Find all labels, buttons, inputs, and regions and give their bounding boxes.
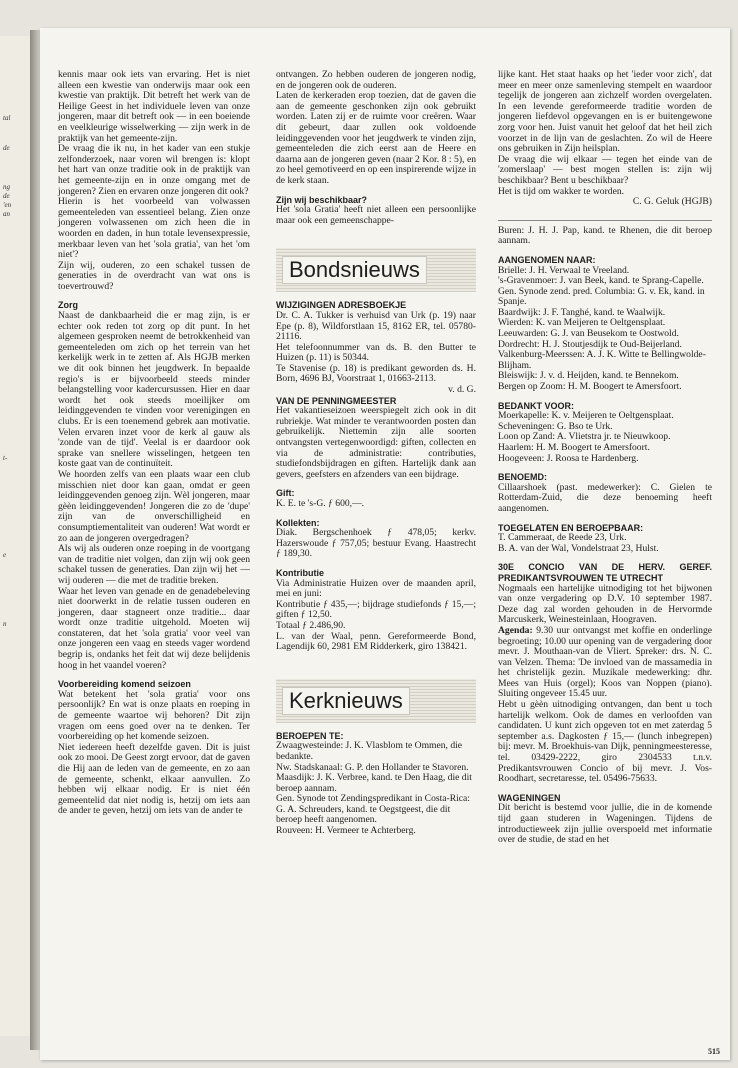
paragraph: [498, 626, 712, 700]
paragraph: Het vakantieseizoen weerspiegelt zich ook in dit rubriekje. Wat minder te verantwoorden posten dan gebruikelijk. Niettemin zijn alle soorten ontvangsten vertegenwoordigd: giften, collecten en via de administratie: contributies, studiefondsbijdragen en giften. Hartelijk dank aan gevers, geefsters en afzenders van een bijdrage.: [276, 405, 476, 480]
paragraph: Het is tijd om wakker te worden.: [498, 185, 625, 197]
paragraph: Hebt u gèèn uitnodiging ontvangen, dan bent u toch hartelijk welkom. Ook de dames en verloofden van candidaten. U kunt zich opgeven tot en met zaterdag 5 september a.s. Dagkosten ƒ 15,— (lunch inbegrepen) bij: mevr. M. Broekhuis-van Dijk, penningmeesteresse, tel. 03429-2222, giro 2304533 t.n.v. Predikantsvrouwen Concio of bij mevr. J. Vos-Roodhart, secretaresse, tel. 05496-75633.: [498, 699, 712, 785]
bondsnieuws-title: Bondsnieuws: [282, 256, 427, 284]
paragraph: We hoorden zelfs van een plaats waar een club misschien niet door kan gaan, omdat er geen leidinggevenden genoeg zijn. Wèl jongeren, maar gèèn leidinggevenden! Jongeren die zo de 'dupe' zijn van de onverschilligheid en consumptiementaliteit van ouderen! Wat wordt er zo aan de jongeren overgedragen?: [58, 468, 250, 544]
paragraph: Wat betekent het 'sola gratia' voor ons persoonlijk? En wat is onze plaats en roeping in de gemeente waartoe wij behoren? Dit zijn vragen om eens goed over na te denken. Ter voorbereiding op het komende seizoen.: [58, 688, 250, 743]
paragraph: ontvangen. Zo hebben ouderen de jongeren nodig, en de jongeren ook de ouderen.: [276, 69, 476, 91]
paragraph: Nogmaals een hartelijke uitnodiging tot het bijwonen van onze vergadering op D.V. 10 september 1987. Deze dag zal worden gehouden in de Hervormde Marcuskerk, Weinesteinlaan, Hoograven.: [498, 582, 712, 626]
prev-page-fragment: tal: [3, 114, 11, 122]
section-heading: Kontributie: [276, 567, 324, 578]
paragraph: Cillaarshoek (past. medewerker): C. Gielen te Rotterdam-Zuid, die deze benoeming heeft aangenomen.: [498, 481, 712, 514]
prev-page-fragment: de: [3, 144, 10, 152]
paragraph: Zwaagwesteinde: J. K. Vlasblom te Ommen, die bedankte. Nw. Stadskanaal: G. P. den Hollander te Stavoren. Maasdijk: J. K. Verbree, kand. te Den Haag, die dit beroep aannam. Gen. Synode tot Zendingspredikant in Costa-Rica: G. A. Schreuders, kand. te Oegstgeest, die dit beroep heeft aangenomen. Rouveen: H. Vermeer te Achterberg.: [276, 740, 472, 837]
magazine-page: [40, 28, 730, 1060]
prev-page-fragment: t-: [3, 454, 8, 462]
paragraph: Hierin is het voorbeeld van volwassen gemeenteleden van essentieel belang. Zien onze jongeren volwassenen om zich heen die in woorden en daden, in hun totale levensexpressie, merkbaar leven van het 'sola gratia', van het 'om niet'?: [58, 196, 250, 261]
section-heading-zorg: Zorg: [58, 300, 78, 311]
paragraph: Waar het leven van genade en de genadebeleving niet doorwerkt in de relatie tussen ouderen en jongeren, daar stagneert onze traditie... daar wordt onze traditie uitgehold. Moeten wij constateren, dat het 'sola gratia' voor veel van onze jongeren een vaag en steeds vager wordend begrip is, ondanks het feit dat wij deze belijdenis hoog in het vaandel voeren?: [58, 585, 250, 671]
paragraph: Het 'sola Gratia' heeft niet alleen een persoonlijke maar ook een gemeenschappe-: [276, 204, 476, 226]
paragraph: Diak. Bergschenhoek ƒ 478,05; kerkv. Hazerswoude ƒ 757,05; bestuur Evang. Haastrecht ƒ 189,30.: [276, 527, 476, 560]
paragraph: Het telefoonnummer van ds. B. den Butter te Huizen (p. 11) is 50344.: [276, 341, 476, 364]
paragraph: lijke kant. Het staat haaks op het 'ieder voor zich', dat meer en meer onze samenleving stempelt en waardoor tegelijk de jongeren aan zichzelf worden overgelaten. In een levende gereformeerde traditie worden de jongeren liefdevol opgevangen en is er buitengewone zorg voor hen. Juist vanuit het geloof dat het heil zich voorzet in de lijn van de geslachten. Zo wil de Heere ons gebruiken in Zijn heilsplan.: [498, 69, 712, 155]
column-left: [58, 70, 250, 817]
paragraph: Als wij als ouderen onze roeping in de voortgang van de traditie niet volgen, dan zijn wij ook geen schakel tussen de generaties. Dan zijn wij het — wij ouderen — die met de traditie breken.: [58, 543, 250, 586]
column-right: [498, 70, 712, 846]
paragraph: De vraag die ik nu, in het kader van een stukje zelfonderzoek, naar voren wil brengen is: klopt het hart van onze traditie ook in de praktijk van het gemeente-zijn en in onze omgang met de jongeren? Zien en ervaren onze jongeren dit ook?: [58, 143, 250, 197]
paragraph: Dit bericht is bestemd voor jullie, die in de komende tijd gaan studeren in Wageningen. Tijdens de introductieweek zijn jullie overspoeld met informatie over de studie, de stad en het: [498, 802, 712, 846]
author-signature: C. G. Geluk (HGJB): [632, 196, 712, 208]
section-heading: WIJZIGINGEN ADRESBOEKJE: [276, 300, 407, 311]
paragraph: Kontributie ƒ 435,—; bijdrage studiefonds ƒ 15,—; giften ƒ 12,50.: [276, 598, 476, 621]
section-heading: BEDANKT VOOR:: [498, 400, 574, 411]
agenda-text: 9.30 uur ontvangst met koffie en onderlinge begroeting; 10.00 uur opening van de vergadering door mevr. J. Mouthaan-van de Vliert. Spreker: drs. N. C. van Velzen. Thema: 'De invloed van de massamedia in het christelijk gezin. Muzikale medewerking: dhr. Mees van Huis (orgel); Koos van Noppen (piano). Sluiting ongeveer 15.45 uur.: [498, 624, 712, 700]
prev-page-fragment: 'en: [3, 201, 12, 209]
paragraph: Via Administratie Huizen over de maanden april, mei en juni:: [276, 577, 476, 600]
section-heading-beschikbaar: Zijn wij beschikbaar?: [276, 194, 368, 205]
kerknieuws-continued: [498, 220, 712, 846]
paragraph: Buren: J. H. J. Pap, kand. te Rhenen, die dit beroep aannam.: [498, 224, 712, 247]
paragraph: Moerkapelle: K. v. Meijeren te Oeltgensplaat. Scheveningen: G. Bso te Urk. Loon op Zand: A. Vlietstra jr. te Nieuwkoop. Haarlem: H. M. Boogert te Amersfoort. Hoogeveen: J. Roosa te Hardenberg.: [498, 410, 674, 464]
bondsnieuws-banner: [276, 248, 476, 292]
section-heading: Kollekten:: [276, 517, 320, 528]
column-middle: [276, 70, 476, 837]
paragraph: Laten de kerkeraden erop toezien, dat de gaven die aan de gemeente geschonken zijn ook gebruikt worden. Laten zij er de ruimte voor creëren. Waar dit gebeurt, daar zullen ook voldoende leidinggevenden voor het jeugdwerk te vinden zijn, gemeenteleden die zich eerst aan de Heere en daarna aan de jongeren geven (naar 2 Kor. 8 : 5), en zo heel gemotiveerd en op een inspirerende wijze in de kerk staan.: [276, 90, 476, 186]
section-heading: 30E CONCIO VAN DE HERV. GEREF. PREDIKANTSVROUWEN TE UTRECHT: [498, 562, 712, 583]
prev-page-fragment: ng: [3, 183, 10, 191]
book-gutter: [30, 30, 40, 1050]
paragraph: Niet iedereen heeft dezelfde gaven. Dit is juist ook zo mooi. De Geest zorgt ervoor, dat de gaven die Hij aan de leden van de gemeente, en zo aan de gemeente, schenkt, elkaar aanvullen. Zo hebben wij elkaar nodig. Er is niet één gemeentelid dat niet nodig is, hetzij om iets aan de ander te geven, hetzij om iets van de ander te: [58, 741, 250, 817]
paragraph: K. E. te 's-G. ƒ 600,—.: [276, 498, 365, 509]
signature: v. d. G.: [448, 384, 476, 396]
section-heading: BEROEPEN TE:: [276, 730, 344, 741]
section-heading: AANGENOMEN NAAR:: [498, 254, 596, 265]
prev-page-fragment: e: [3, 551, 7, 559]
section-heading: TOEGELATEN EN BEROEPBAAR:: [498, 522, 644, 533]
paragraph: Totaal ƒ 2.486,90.: [276, 619, 346, 631]
prev-page-fragment: de: [3, 192, 10, 200]
section-heading-voorbereiding: Voorbereiding komend seizoen: [58, 679, 191, 690]
paragraph: Zijn wij, ouderen, zo een schakel tussen de generaties in de overdracht van wat ons is toevertrouwd?: [58, 259, 250, 292]
paragraph: Te Stavenise (p. 18) is predikant geworden ds. H. Born, 4696 BJ, Voorstraat 1, 01663-2113.: [276, 362, 476, 385]
paragraph: De vraag die wij elkaar — tegen het einde van de 'zomerslaap' — best mogen stellen is: zijn wij beschikbaar? Bent u beschikbaar?: [498, 153, 712, 186]
prev-page-fragment: n: [3, 620, 7, 628]
paragraph: L. van der Waal, penn. Gereformeerde Bond, Lagendijk 60, 2981 EM Ridderkerk, giro 138421.: [276, 630, 476, 653]
section-heading: VAN DE PENNINGMEESTER: [276, 395, 397, 406]
paragraph: Dr. C. A. Tukker is verhuisd van Urk (p. 19) naar Epe (p. 8), Wildforstlaan 15, 8162 ER, tel. 05780-21116.: [276, 309, 476, 343]
paragraph: T. Cammeraat, de Reede 23, Urk. B. A. van der Wal, Vondelstraat 23, Hulst.: [498, 532, 659, 554]
kerknieuws-title: Kerknieuws: [282, 687, 410, 715]
section-heading: Gift:: [276, 488, 295, 499]
kerknieuws-banner: [276, 679, 476, 723]
page-number: 515: [708, 1047, 720, 1056]
previous-page-edge: [0, 36, 31, 1036]
paragraph: Brielle: J. H. Verwaal te Vreeland. 's-Gravenmoer: J. van Beek, kand. te Sprang-Capelle. Gen. Synode zend. pred. Columbia: G. v. Ek, kand. in Spanje. Baardwijk: J. F. Tanghé, kand. te Waalwijk. Wierden: K. van Meijeren te Oeltgensplaat. Leeuwarden: G. J. van Beusekom te Oostwold. Dordrecht: H. J. Stoutjesdijk te Oud-Beijerland. Valkenburg-Meerssen: A. J. K. Witte te Bellingwolde-Blijham. Bleiswijk: J. v. d. Heijden, kand. te Bennekom. Bergen op Zoom: H. M. Boogert te Amersfoort.: [498, 264, 706, 393]
paragraph: Naast de dankbaarheid die er mag zijn, is er echter ook reden tot zorg op dit punt. In het algemeen gesproken neemt de betrokkenheid van gemeenteleden om zich op het terrein van het kerkelijk werk in te zetten af. Als HGJB merken we dit ook binnen het jeugdwerk. In bepaalde regio's is er bijvoorbeeld steeds minder belangstelling voor kadercursussen. Hier en daar wordt het ook steeds moeilijker om leidinggevenden te vinden voor verenigingen en clubs. Er is een toenemend gebrek aan motivatie. Velen ervaren inzet voor de kerk al gauw als 'zonde van de tijd'. Veelal is er daardoor ook sprake van snellere wisselingen, hetgeen ten koste gaat van de continuïteit.: [58, 310, 250, 470]
prev-page-fragment: an: [3, 210, 10, 218]
paragraph: kennis maar ook iets van ervaring. Het is niet alleen een kwestie van onderwijs maar ook een kwestie van praktijk. Dit betreft het werk van de Heilige Geest in het individuele leven van onze jongeren, maar dit betreft ook — in een boeiende en veelkleurige wisselwerking — zijn werk in de praktijk van het gemeente-zijn.: [58, 69, 250, 144]
agenda-label: Agenda:: [498, 624, 533, 636]
section-heading: WAGENINGEN: [498, 792, 561, 803]
section-heading: BENOEMD:: [498, 472, 547, 483]
